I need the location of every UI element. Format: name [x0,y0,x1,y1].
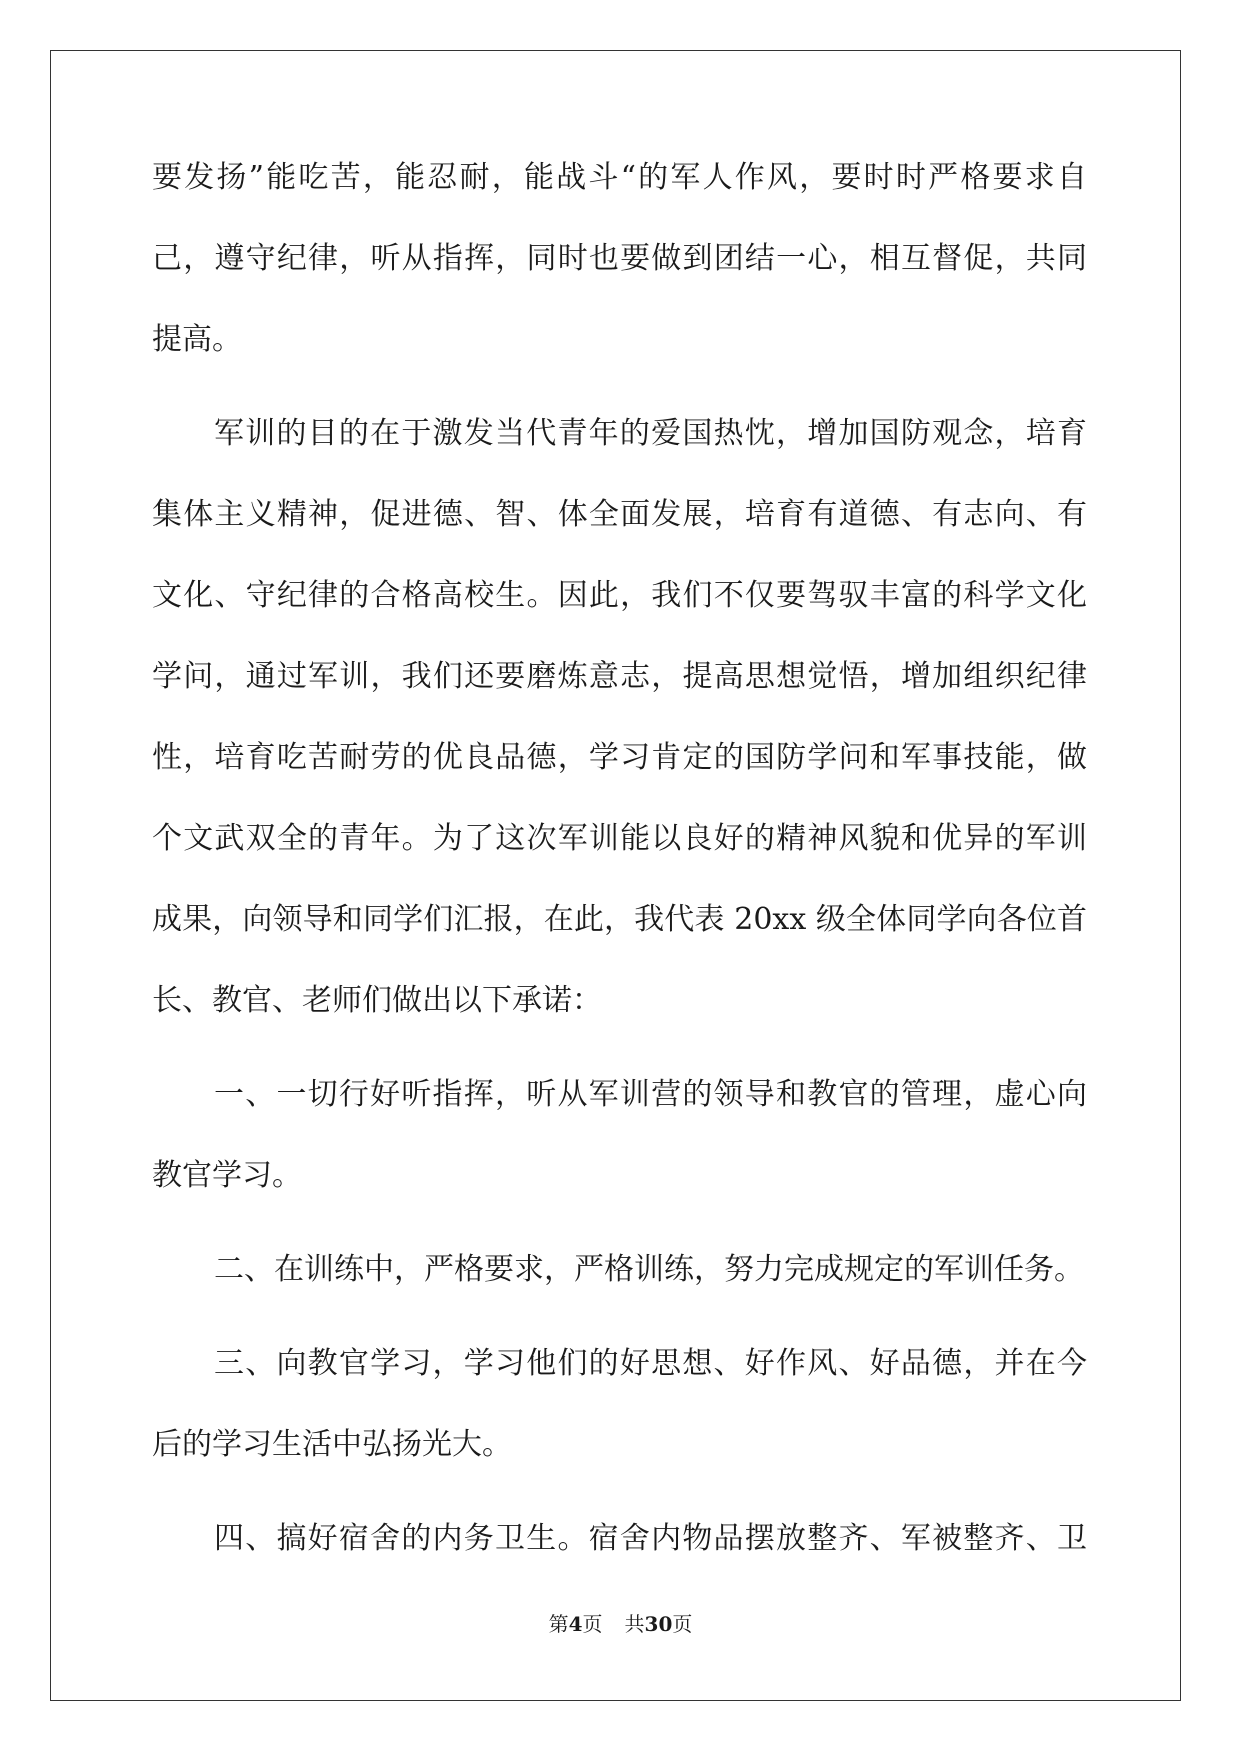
text-line: 个文武双全的青年。为了这次军训能以良好的精神风貌和优异的军训 [152,821,1087,856]
text-line: 一、一切行好听指挥，听从军训营的领导和教官的管理，虚心向 [214,1077,1087,1112]
total-page-count: 30 [644,1612,673,1636]
footer-total-unit: 页 [672,1612,693,1636]
page-footer [0,1612,1241,1636]
text-line: 后的学习生活中弘扬光大。 [152,1427,512,1462]
text-line: 学问，通过军训，我们还要磨炼意志，提高思想觉悟，增加组织纪律 [152,659,1087,694]
text-line: 性，培育吃苦耐劳的优良品德，学习肯定的国防学问和军事技能，做 [152,740,1087,775]
text-line: 长、教官、老师们做出以下承诺： [152,983,602,1018]
footer-prefix: 第 [548,1612,569,1636]
text-line: 二、在训练中，严格要求，严格训练，努力完成规定的军训任务。 [214,1252,1084,1287]
text-line: 要发扬”能吃苦，能忍耐，能战斗“的军人作风，要时时严格要求自 [152,160,1087,195]
text-line: 成果，向领导和同学们汇报，在此，我代表 20xx 级全体同学向各位首 [152,902,1087,937]
current-page-number: 4 [568,1612,583,1636]
document-body [152,160,1087,1602]
text-line: 文化、守纪律的合格高校生。因此，我们不仅要驾驭丰富的科学文化 [152,578,1087,613]
text-line: 军训的目的在于激发当代青年的爱国热忱，增加国防观念，培育 [214,416,1087,451]
text-line: 集体主义精神，促进德、智、体全面发展，培育有道德、有志向、有 [152,497,1087,532]
text-line: 提高。 [152,322,242,357]
footer-total-prefix: 共 [624,1612,645,1636]
text-line: 己，遵守纪律，听从指挥，同时也要做到团结一心，相互督促，共同 [152,241,1087,276]
text-line: 三、向教官学习，学习他们的好思想、好作风、好品德，并在今 [214,1346,1087,1381]
text-line: 四、搞好宿舍的内务卫生。宿舍内物品摆放整齐、军被整齐、卫 [214,1521,1087,1556]
footer-page-unit: 页 [582,1612,603,1636]
text-line: 教官学习。 [152,1158,302,1193]
